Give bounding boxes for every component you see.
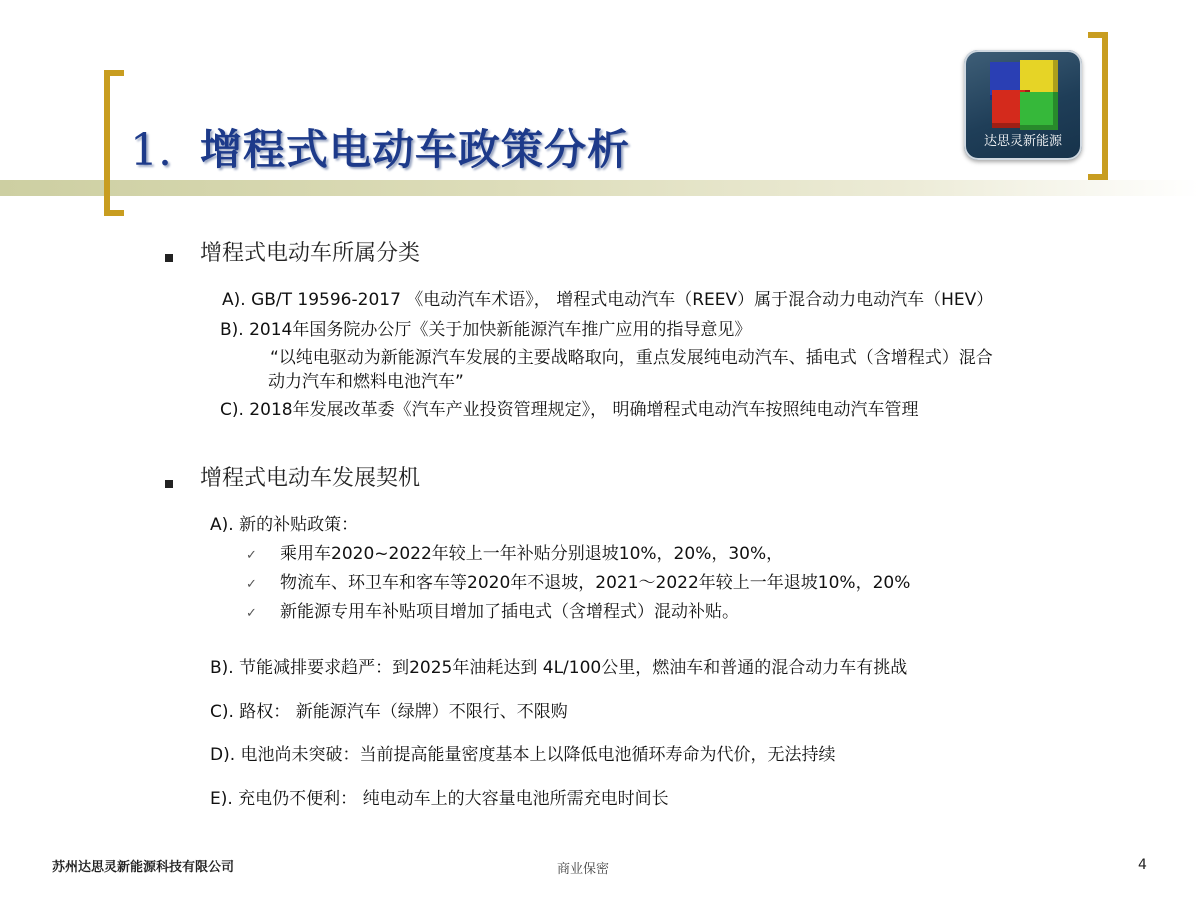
- subsidy-item-2: 物流车、环卫车和客车等2020年不退坡，2021～2022年较上一年退坡10%，20%: [280, 573, 911, 593]
- section-heading-opportunity: 增程式电动车发展契机: [200, 466, 421, 491]
- opportunity-item-b: B). 节能减排要求趋严：到2025年油耗达到 4L/100公里，燃油车和普通的混合动力车有挑战: [210, 658, 908, 678]
- footer-confidential: 商业保密: [557, 862, 610, 877]
- subsidy-item-1: 乘用车2020~2022年较上一年补贴分别退坡10%，20%，30%，: [280, 544, 784, 564]
- classification-quote-line1: “以纯电驱动为新能源汽车发展的主要战略取向，重点发展纯电动汽车、插电式（含增程式）混合: [270, 348, 993, 368]
- opportunity-item-c: C). 路权： 新能源汽车（绿牌）不限行、不限购: [210, 702, 568, 722]
- check-mark-icon: ✓: [246, 577, 257, 592]
- section-heading-classification: 增程式电动车所属分类: [200, 241, 421, 266]
- title-number: 1.: [130, 125, 172, 176]
- left-bracket-decoration: [104, 70, 124, 216]
- classification-item-b: B). 2014年国务院办公厅《关于加快新能源汽车推广应用的指导意见》: [220, 320, 752, 340]
- footer-company: 苏州达思灵新能源科技有限公司: [52, 860, 235, 875]
- classification-item-a: A). GB/T 19596-2017 《电动汽车术语》， 增程式电动汽车（REEV）属于混合动力电动汽车（HEV）: [222, 290, 994, 310]
- check-mark-icon: ✓: [246, 606, 257, 621]
- square-bullet-icon: [165, 480, 173, 488]
- logo-label: 达思灵新能源: [983, 134, 1062, 149]
- check-mark-icon: ✓: [246, 548, 257, 563]
- opportunity-item-a: A). 新的补贴政策：: [210, 515, 359, 535]
- page-title: 增程式电动车政策分析: [200, 125, 631, 174]
- page-number: 4: [1138, 857, 1147, 873]
- opportunity-item-d: D). 电池尚未突破：当前提高能量密度基本上以降低电池循环寿命为代价，无法持续: [210, 745, 836, 765]
- right-bracket-decoration: [1088, 32, 1108, 180]
- logo-cube-green: [1020, 92, 1058, 130]
- classification-item-c: C). 2018年发展改革委《汽车产业投资管理规定》， 明确增程式电动汽车按照纯电动汽车管理: [220, 400, 919, 420]
- company-logo: [964, 50, 1082, 160]
- classification-quote-line2: 动力汽车和燃料电池汽车”: [268, 372, 464, 392]
- opportunity-item-e: E). 充电仍不便利： 纯电动车上的大容量电池所需充电时间长: [210, 789, 669, 809]
- subsidy-item-3: 新能源专用车补贴项目增加了插电式（含增程式）混动补贴。: [280, 602, 739, 622]
- square-bullet-icon: [165, 254, 173, 262]
- title-underline-band: [0, 180, 1200, 196]
